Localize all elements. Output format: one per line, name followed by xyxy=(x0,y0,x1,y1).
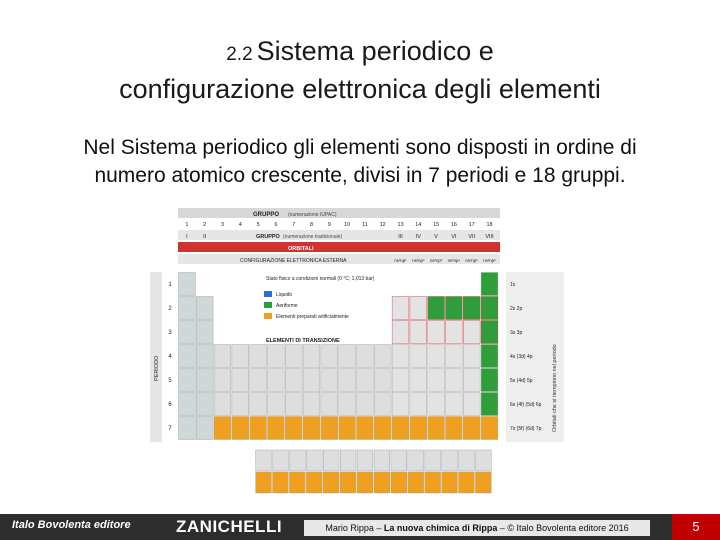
roman-group: II xyxy=(203,234,207,240)
actinide-cell xyxy=(459,472,475,493)
group-number: 1 xyxy=(185,222,189,228)
roman-group: III xyxy=(398,234,403,240)
element-cell xyxy=(196,321,213,344)
zanichelli-logo: ZANICHELLI xyxy=(176,517,283,536)
element-cell xyxy=(285,417,302,440)
element-cell xyxy=(463,369,480,392)
element-cell xyxy=(268,369,285,392)
group-number: 15 xyxy=(433,222,440,228)
element-cell xyxy=(232,417,249,440)
title-line-1: Sistema periodico e xyxy=(256,36,494,66)
element-cell xyxy=(179,369,196,392)
period-number: 1 xyxy=(168,282,172,288)
body-text xyxy=(0,134,720,190)
lanthanide-cell xyxy=(357,450,373,471)
lanthanide-cell xyxy=(323,450,339,471)
period-number: 4 xyxy=(168,354,172,360)
element-cell xyxy=(250,369,267,392)
roman-group: V xyxy=(434,234,438,240)
credit-book: La nuova chimica di Rippa xyxy=(383,523,498,533)
legend-gas-swatch xyxy=(264,302,272,308)
lanthanide-cell xyxy=(459,450,475,471)
group-number: 2 xyxy=(203,222,207,228)
element-cell xyxy=(179,393,196,416)
element-cell xyxy=(481,273,498,296)
config-label: CONFIGURAZIONE ELETTRONICA ESTERNA xyxy=(240,258,347,264)
element-cell xyxy=(214,417,231,440)
element-cell xyxy=(285,393,302,416)
element-cell xyxy=(446,297,463,320)
orbitali-label: ORBITALI xyxy=(288,246,314,252)
element-cell xyxy=(481,417,498,440)
footer-bar xyxy=(0,514,720,540)
element-cell xyxy=(179,321,196,344)
element-cell xyxy=(446,393,463,416)
element-cell xyxy=(463,321,480,344)
publisher-logo: Italo Bovolenta editore xyxy=(12,519,131,531)
element-cell xyxy=(214,345,231,368)
group-number: 11 xyxy=(362,222,368,228)
roman-group: VII xyxy=(468,234,476,240)
element-cell xyxy=(374,393,391,416)
element-cell xyxy=(196,345,213,368)
element-cell xyxy=(374,417,391,440)
actinide-cell xyxy=(340,472,356,493)
transition-label: ELEMENTI DI TRANSIZIONE xyxy=(266,338,340,344)
element-cell xyxy=(339,345,356,368)
element-cell xyxy=(232,345,249,368)
element-cell xyxy=(321,417,338,440)
element-cell xyxy=(303,369,320,392)
element-cell xyxy=(268,417,285,440)
legend-artificial-swatch xyxy=(264,313,272,319)
orbital-label: 4s (3d) 4p xyxy=(510,354,533,360)
roman-group: IV xyxy=(415,234,421,240)
lanthanide-cell xyxy=(273,450,289,471)
group-number: 18 xyxy=(486,222,493,228)
lanthanide-cell xyxy=(442,450,458,471)
state-label: Stato fisico a condizioni normali (0 °C; 1,013 bar) xyxy=(266,276,375,282)
element-cell xyxy=(321,393,338,416)
element-cell xyxy=(321,345,338,368)
section-number: 2.2 xyxy=(226,44,253,65)
element-cell xyxy=(268,393,285,416)
credit-author: Mario Rippa – xyxy=(325,523,382,533)
gruppo-label: GRUPPO xyxy=(253,212,280,218)
credit-tail: – © Italo Bovolenta editore 2016 xyxy=(499,523,629,533)
group-number: 13 xyxy=(397,222,404,228)
element-cell xyxy=(357,369,374,392)
actinide-cell xyxy=(475,472,491,493)
group-number: 4 xyxy=(238,222,242,228)
element-cell xyxy=(285,369,302,392)
element-cell xyxy=(481,321,498,344)
group-number: 16 xyxy=(450,222,457,228)
orbital-label: 5s (4d) 5p xyxy=(510,378,533,384)
orbital-label: 6s (4f) (5d) 6p xyxy=(510,402,542,408)
period-number: 6 xyxy=(168,402,172,408)
element-cell xyxy=(268,345,285,368)
config-value: ns²np³ xyxy=(430,258,443,263)
element-cell xyxy=(392,321,409,344)
config-value: ns²np² xyxy=(412,258,425,263)
lanthanide-cell xyxy=(289,450,305,471)
element-cell xyxy=(392,417,409,440)
element-cell xyxy=(214,369,231,392)
gruppo-old-label: GRUPPO xyxy=(256,234,280,240)
orbital-label: 7s (5f) (6d) 7p xyxy=(510,426,542,432)
element-cell xyxy=(463,393,480,416)
body-line-2: numero atomico crescente, divisi in 7 periodi e 18 gruppi. xyxy=(94,164,626,187)
credit-box xyxy=(304,520,650,536)
element-cell xyxy=(428,345,445,368)
element-cell xyxy=(392,393,409,416)
roman-group: VIII xyxy=(485,234,494,240)
lanthanide-cell xyxy=(340,450,356,471)
period-numbers xyxy=(168,282,172,432)
legend-liquid-swatch xyxy=(264,291,272,297)
group-number: 7 xyxy=(292,222,296,228)
element-cell xyxy=(196,393,213,416)
lanthanide-cell xyxy=(475,450,491,471)
element-cell xyxy=(303,417,320,440)
periodo-label: PERIODO xyxy=(154,355,160,381)
element-cell xyxy=(196,297,213,320)
slide-title xyxy=(0,34,720,106)
element-cell xyxy=(196,369,213,392)
legend-gas: Aeriforme xyxy=(276,303,298,309)
group-number: 6 xyxy=(274,222,278,228)
element-cell xyxy=(321,369,338,392)
element-cell xyxy=(410,369,427,392)
element-cell xyxy=(428,321,445,344)
group-number: 9 xyxy=(327,222,331,228)
orbital-label: 1s xyxy=(510,282,516,288)
page-number: 5 xyxy=(672,514,720,540)
lanthanide-cell xyxy=(256,450,272,471)
element-cell xyxy=(446,417,463,440)
actinide-cell xyxy=(256,472,272,493)
actinide-cell xyxy=(306,472,322,493)
element-cell xyxy=(481,345,498,368)
element-cell xyxy=(410,297,427,320)
element-cell xyxy=(428,369,445,392)
element-cell xyxy=(392,345,409,368)
gruppo-old-note: (numerazione tradizionale) xyxy=(283,234,343,240)
element-cell xyxy=(250,345,267,368)
actinide-cell xyxy=(442,472,458,493)
roman-group: I xyxy=(186,234,188,240)
element-cell xyxy=(392,369,409,392)
periodic-table-figure xyxy=(148,206,568,496)
group-number: 12 xyxy=(379,222,386,228)
element-cell xyxy=(339,417,356,440)
lanthanide-cell xyxy=(306,450,322,471)
actinide-cell xyxy=(374,472,390,493)
period-number: 7 xyxy=(168,426,172,432)
element-cell xyxy=(463,417,480,440)
element-cell xyxy=(339,369,356,392)
element-cell xyxy=(232,393,249,416)
element-cell xyxy=(179,297,196,320)
element-cell xyxy=(463,297,480,320)
actinide-cell xyxy=(289,472,305,493)
element-cell xyxy=(179,273,196,296)
config-value: ns²np⁵ xyxy=(465,258,478,263)
element-cell xyxy=(357,345,374,368)
element-cell xyxy=(463,345,480,368)
period-number: 3 xyxy=(168,330,172,336)
element-cell xyxy=(446,369,463,392)
element-cell xyxy=(446,321,463,344)
element-cell xyxy=(179,417,196,440)
body-line-1: Nel Sistema periodico gli elementi sono disposti in ordine di xyxy=(83,136,637,159)
period-number: 5 xyxy=(168,378,172,384)
group-number: 17 xyxy=(468,222,475,228)
element-cell xyxy=(214,393,231,416)
element-cell xyxy=(179,345,196,368)
config-value: ns²np¹ xyxy=(394,258,407,263)
element-grid xyxy=(179,273,498,494)
element-cell xyxy=(285,345,302,368)
orbital-label: 3s 3p xyxy=(510,330,523,336)
group-number: 10 xyxy=(344,222,351,228)
element-cell xyxy=(481,297,498,320)
element-cell xyxy=(428,417,445,440)
element-cell xyxy=(392,297,409,320)
group-number: 8 xyxy=(309,222,314,228)
element-cell xyxy=(481,393,498,416)
gruppo-note: (numerazione IUPAC) xyxy=(288,212,337,218)
element-cell xyxy=(250,417,267,440)
element-cell xyxy=(410,321,427,344)
element-cell xyxy=(303,393,320,416)
actinide-cell xyxy=(391,472,407,493)
group-number-row xyxy=(185,222,492,228)
element-cell xyxy=(232,369,249,392)
element-cell xyxy=(410,345,427,368)
element-cell xyxy=(357,417,374,440)
group-number: 5 xyxy=(256,222,260,228)
element-cell xyxy=(357,393,374,416)
element-cell xyxy=(428,393,445,416)
element-cell xyxy=(374,345,391,368)
element-cell xyxy=(250,393,267,416)
legend-artificial: Elementi preparati artificialmente xyxy=(276,314,349,320)
element-cell xyxy=(481,369,498,392)
actinide-cell xyxy=(357,472,373,493)
element-cell xyxy=(428,297,445,320)
title-line-2: configurazione elettronica degli elementi xyxy=(119,74,601,104)
element-cell xyxy=(303,345,320,368)
element-cell xyxy=(196,417,213,440)
lanthanide-cell xyxy=(408,450,424,471)
element-cell xyxy=(410,417,427,440)
element-cell xyxy=(410,393,427,416)
config-value: ns²np⁴ xyxy=(447,258,461,263)
actinide-cell xyxy=(273,472,289,493)
group-number: 14 xyxy=(415,222,422,228)
actinide-cell xyxy=(425,472,441,493)
element-cell xyxy=(446,345,463,368)
actinide-cell xyxy=(408,472,424,493)
lanthanide-cell xyxy=(425,450,441,471)
actinide-cell xyxy=(323,472,339,493)
orbital-label: 2s 2p xyxy=(510,306,523,312)
element-cell xyxy=(339,393,356,416)
config-value: ns²np⁶ xyxy=(483,258,496,263)
lanthanide-cell xyxy=(391,450,407,471)
lanthanide-cell xyxy=(374,450,390,471)
legend-liquid: Liquido xyxy=(276,292,293,298)
period-number: 2 xyxy=(168,306,172,312)
roman-group: VI xyxy=(451,234,457,240)
group-number: 3 xyxy=(220,222,225,228)
side-note: Orbitali che si riempiono nel periodo xyxy=(552,344,558,432)
element-cell xyxy=(374,369,391,392)
